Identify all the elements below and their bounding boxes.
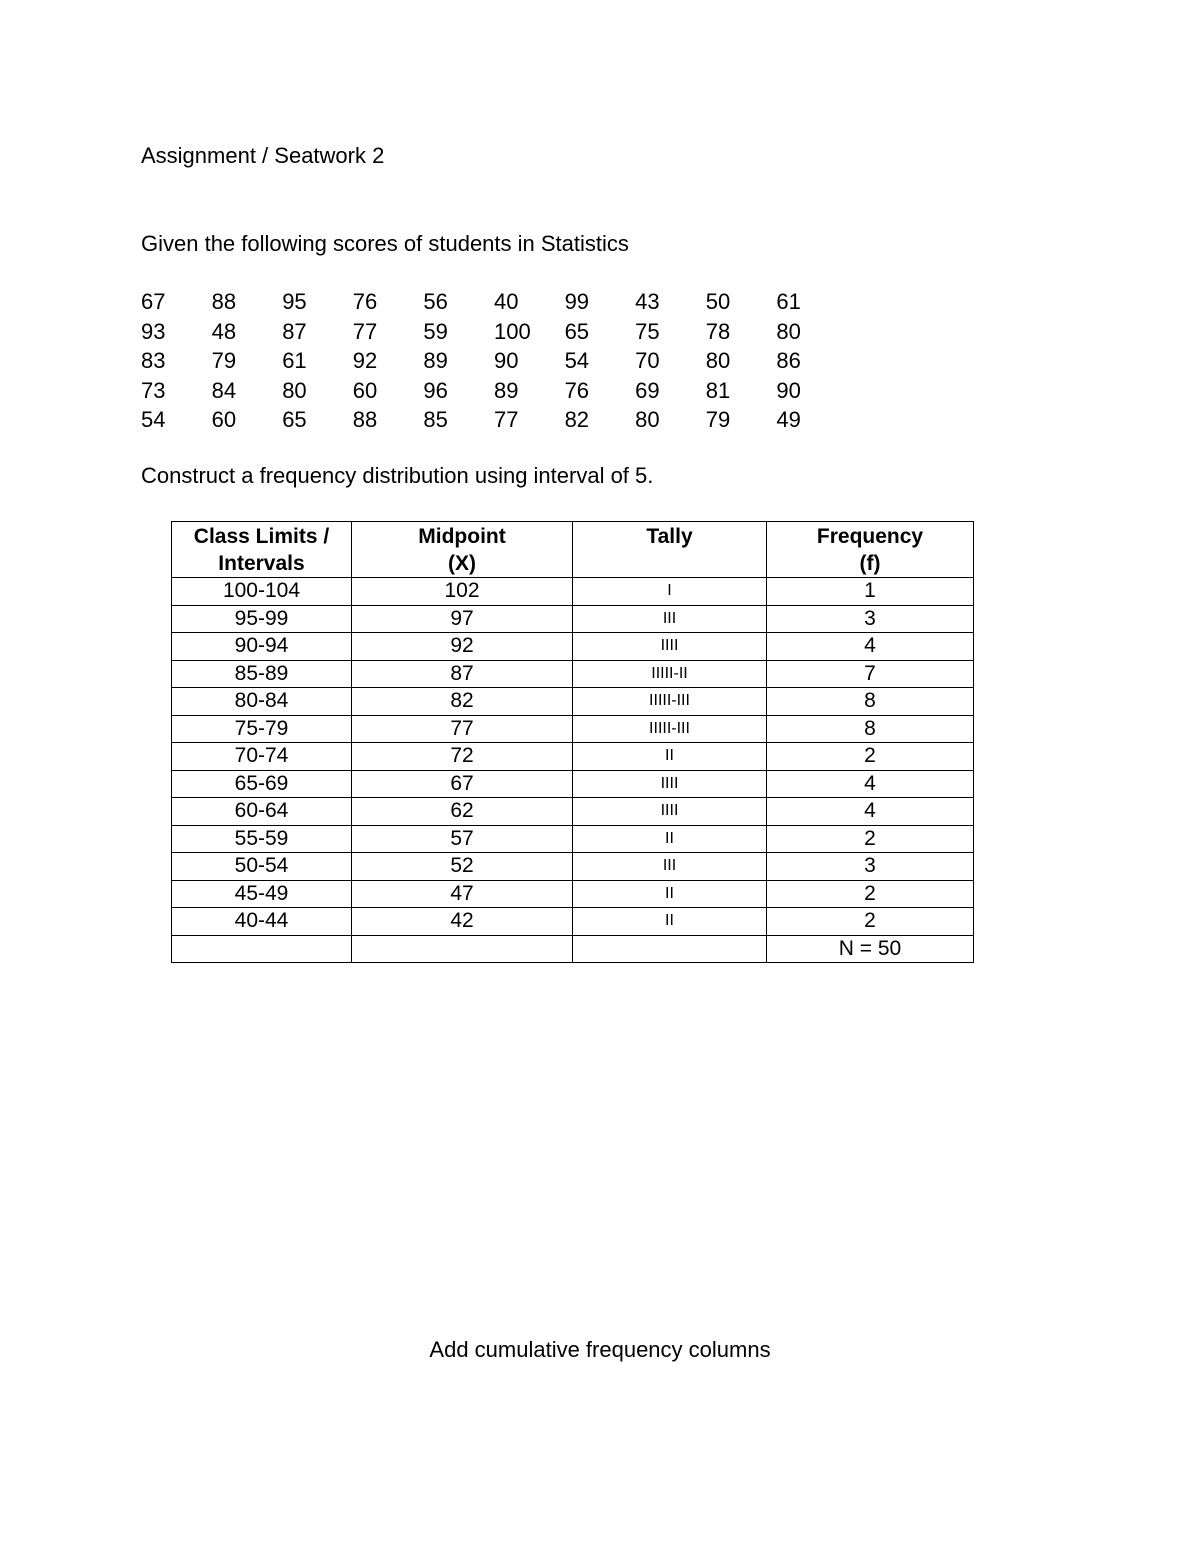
- score-cell: 48: [211, 318, 237, 344]
- interval-cell: 95-99: [172, 605, 352, 633]
- scores-grid: [141, 287, 847, 435]
- tally-cell: IIII: [573, 770, 767, 798]
- frequency-cell: 2: [767, 825, 974, 853]
- interval-cell: 50-54: [172, 853, 352, 881]
- score-cell: 65: [564, 318, 590, 344]
- table-row: [172, 660, 974, 688]
- table-row: [172, 605, 974, 633]
- interval-cell: 45-49: [172, 880, 352, 908]
- tally-cell: IIIII-II: [573, 660, 767, 688]
- total-frequency-cell: N = 50: [767, 935, 974, 963]
- table-row: [172, 880, 974, 908]
- frequency-cell: 2: [767, 908, 974, 936]
- midpoint-cell: 97: [352, 605, 573, 633]
- score-cell: 76: [352, 289, 378, 315]
- interval-cell: 60-64: [172, 798, 352, 826]
- midpoint-cell: 47: [352, 880, 573, 908]
- score-cell: 79: [705, 407, 731, 433]
- header-text: (f): [859, 552, 881, 575]
- footer-note: Add cumulative frequency columns: [429, 1337, 771, 1362]
- score-cell: 81: [705, 377, 731, 403]
- score-cell: 78: [705, 318, 731, 344]
- score-cell: 95: [282, 289, 307, 315]
- score-cell: 43: [635, 289, 660, 315]
- midpoint-cell: 92: [352, 633, 573, 661]
- tally-cell: III: [573, 853, 767, 881]
- frequency-cell: 7: [767, 660, 974, 688]
- table-row: [172, 908, 974, 936]
- score-cell: 82: [564, 407, 590, 433]
- tally-cell: IIIII-III: [573, 688, 767, 716]
- midpoint-cell: 62: [352, 798, 573, 826]
- score-cell: 70: [635, 348, 660, 374]
- table-row: [172, 770, 974, 798]
- score-cell: 89: [423, 348, 448, 374]
- interval-cell: 65-69: [172, 770, 352, 798]
- scores-row: [141, 376, 847, 406]
- header-text: Intervals: [218, 552, 305, 575]
- score-cell: 89: [493, 377, 519, 403]
- midpoint-cell: 42: [352, 908, 573, 936]
- score-cell: 77: [352, 318, 378, 344]
- tally-cell: II: [573, 825, 767, 853]
- table-row: [172, 688, 974, 716]
- score-cell: 76: [564, 377, 590, 403]
- interval-cell: 80-84: [172, 688, 352, 716]
- score-cell: 85: [423, 407, 448, 433]
- table-row: [172, 578, 974, 606]
- score-cell: 87: [282, 318, 307, 344]
- interval-cell: 90-94: [172, 633, 352, 661]
- score-cell: 54: [141, 407, 166, 433]
- score-cell: 50: [705, 289, 731, 315]
- header-text: Class Limits /: [193, 525, 330, 548]
- score-cell: 60: [211, 407, 237, 433]
- frequency-cell: 8: [767, 715, 974, 743]
- score-cell: 100: [493, 318, 531, 344]
- midpoint-cell: 67: [352, 770, 573, 798]
- frequency-cell: 3: [767, 605, 974, 633]
- tally-cell: IIII: [573, 633, 767, 661]
- midpoint-cell: 77: [352, 715, 573, 743]
- score-cell: 80: [635, 407, 660, 433]
- score-cell: 61: [776, 289, 801, 315]
- scores-row: [141, 405, 847, 435]
- frequency-cell: 2: [767, 743, 974, 771]
- empty-cell: [172, 935, 352, 963]
- midpoint-cell: 87: [352, 660, 573, 688]
- score-cell: 49: [776, 407, 801, 433]
- score-cell: 60: [352, 377, 378, 403]
- interval-cell: 100-104: [172, 578, 352, 606]
- header-text: Frequency: [816, 525, 924, 548]
- score-cell: 40: [493, 289, 519, 315]
- interval-cell: 70-74: [172, 743, 352, 771]
- frequency-table: [171, 521, 974, 963]
- tally-cell: IIII: [573, 798, 767, 826]
- score-cell: 92: [352, 348, 378, 374]
- tally-cell: I: [573, 578, 767, 606]
- empty-cell: [573, 935, 767, 963]
- interval-cell: 40-44: [172, 908, 352, 936]
- header-text: (X): [448, 552, 476, 575]
- header-text: Midpoint: [418, 525, 506, 548]
- interval-cell: 75-79: [172, 715, 352, 743]
- score-cell: 65: [282, 407, 307, 433]
- frequency-cell: 4: [767, 770, 974, 798]
- score-cell: 73: [141, 377, 166, 403]
- tally-cell: II: [573, 880, 767, 908]
- class-limits-header: [172, 522, 352, 578]
- table-row: [172, 798, 974, 826]
- score-cell: 88: [211, 289, 237, 315]
- intro-text: Given the following scores of students in Statistics: [141, 231, 629, 256]
- score-cell: 80: [776, 318, 801, 344]
- tally-cell: II: [573, 908, 767, 936]
- score-cell: 69: [635, 377, 660, 403]
- score-cell: 75: [635, 318, 660, 344]
- score-cell: 61: [282, 348, 307, 374]
- scores-row: [141, 287, 847, 317]
- score-cell: 80: [282, 377, 307, 403]
- score-cell: 93: [141, 318, 166, 344]
- frequency-cell: 8: [767, 688, 974, 716]
- score-cell: 77: [493, 407, 519, 433]
- score-cell: 84: [211, 377, 237, 403]
- midpoint-header: [352, 522, 573, 578]
- scores-row: [141, 317, 847, 347]
- score-cell: 67: [141, 289, 166, 315]
- tally-cell: II: [573, 743, 767, 771]
- tally-header: Tally: [573, 522, 767, 578]
- interval-cell: 55-59: [172, 825, 352, 853]
- score-cell: 56: [423, 289, 448, 315]
- scores-row: [141, 346, 847, 376]
- midpoint-cell: 57: [352, 825, 573, 853]
- midpoint-cell: 72: [352, 743, 573, 771]
- table-header-row: [172, 522, 974, 578]
- table-row: [172, 715, 974, 743]
- table-row: [172, 853, 974, 881]
- table-row: [172, 743, 974, 771]
- frequency-cell: 4: [767, 798, 974, 826]
- score-cell: 79: [211, 348, 237, 374]
- interval-cell: 85-89: [172, 660, 352, 688]
- tally-cell: IIIII-III: [573, 715, 767, 743]
- instruction-text: Construct a frequency distribution using interval of 5.: [141, 463, 654, 488]
- score-cell: 88: [352, 407, 378, 433]
- frequency-cell: 4: [767, 633, 974, 661]
- score-cell: 54: [564, 348, 590, 374]
- table-row: [172, 633, 974, 661]
- score-cell: 99: [564, 289, 590, 315]
- score-cell: 83: [141, 348, 166, 374]
- score-cell: 59: [423, 318, 448, 344]
- midpoint-cell: 82: [352, 688, 573, 716]
- score-cell: 80: [705, 348, 731, 374]
- frequency-cell: 2: [767, 880, 974, 908]
- midpoint-cell: 102: [352, 578, 573, 606]
- score-cell: 90: [776, 377, 801, 403]
- frequency-cell: 1: [767, 578, 974, 606]
- frequency-cell: 3: [767, 853, 974, 881]
- score-cell: 86: [776, 348, 801, 374]
- table-row: [172, 825, 974, 853]
- frequency-header: [767, 522, 974, 578]
- score-cell: 96: [423, 377, 448, 403]
- score-cell: 90: [493, 348, 519, 374]
- total-row: [172, 935, 974, 963]
- midpoint-cell: 52: [352, 853, 573, 881]
- tally-cell: III: [573, 605, 767, 633]
- empty-cell: [352, 935, 573, 963]
- page-title: Assignment / Seatwork 2: [141, 143, 385, 168]
